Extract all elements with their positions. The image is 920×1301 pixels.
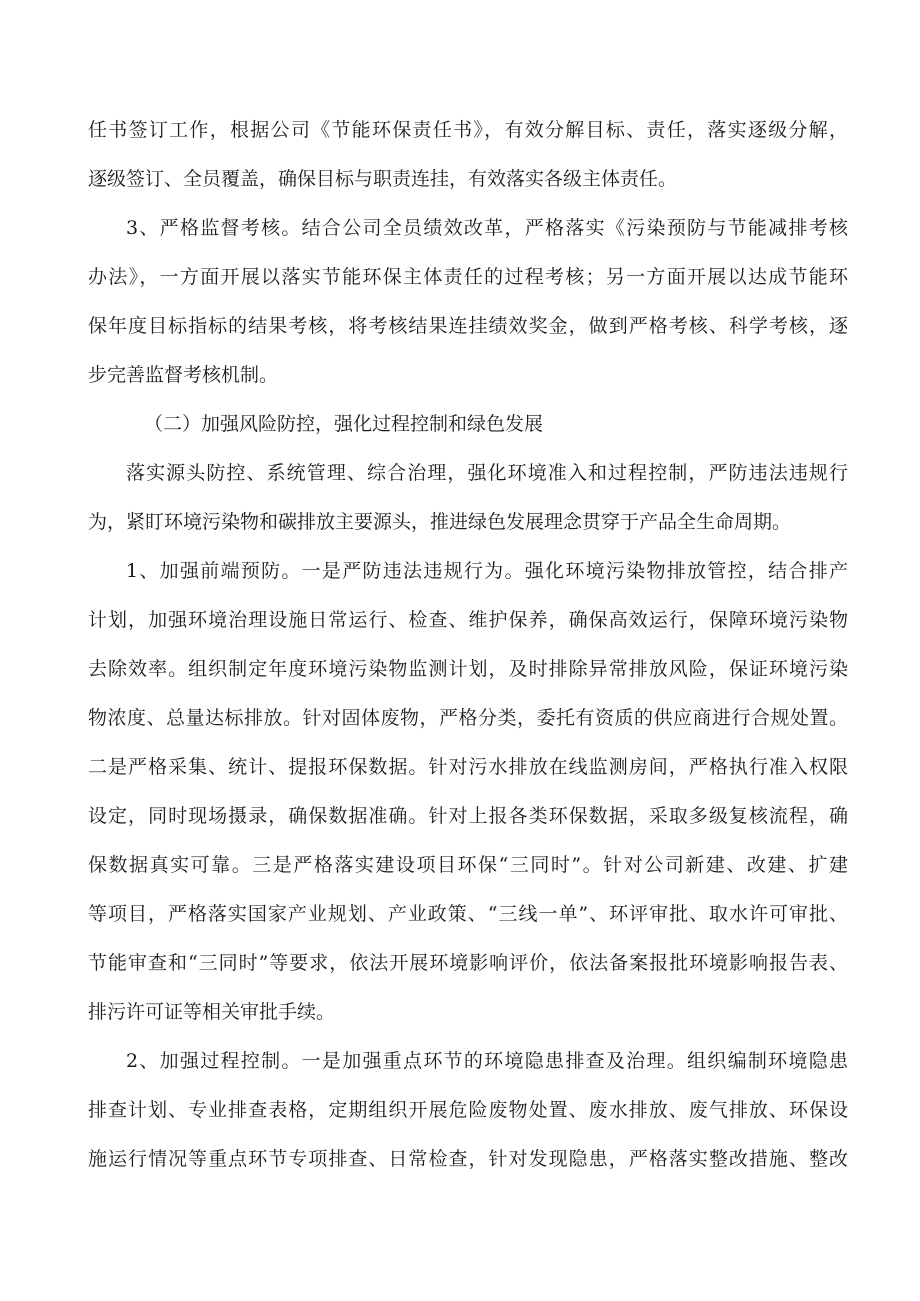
paragraph-line: 步完善监督考核机制。 — [88, 364, 279, 386]
paragraph-line: 1、加强前端预防。一是严防违法违规行为。强化环境污染物排放管控，结合排产 — [126, 560, 848, 582]
paragraph-line: 3、严格监督考核。结合公司全员绩效改革，严格落实《污染预防与节能减排考核 — [126, 217, 848, 239]
paragraph-line: 落实源头防控、系统管理、综合治理，强化环境准入和过程控制，严防违法违规行 — [126, 462, 848, 484]
paragraph-line: 排查计划、专业排查表格，定期组织开展危险废物处置、废水排放、废气排放、环保设 — [88, 1099, 848, 1121]
paragraph-line: 施运行情况等重点环节专项排查、日常检查，针对发现隐患，严格落实整改措施、整改 — [88, 1148, 848, 1170]
paragraph-line: 节能审查和“三同时”等要求，依法开展环境影响评价，依法备案报批环境影响报告表、 — [88, 952, 848, 974]
paragraph-line: 保数据真实可靠。三是严格落实建设项目环保“三同时”。针对公司新建、改建、扩建 — [88, 854, 848, 876]
paragraph-line: 任书签订工作，根据公司《节能环保责任书》，有效分解目标、责任，落实逐级分解， — [88, 119, 848, 141]
paragraph-line: 2、加强过程控制。一是加强重点环节的环境隐患排查及治理。组织编制环境隐患 — [126, 1050, 848, 1072]
paragraph-line: 二是严格采集、统计、提报环保数据。针对污水排放在线监测房间，严格执行准入权限 — [88, 756, 848, 778]
paragraph-line: 去除效率。组织制定年度环境污染物监测计划，及时排除异常排放风险，保证环境污染 — [88, 658, 848, 680]
paragraph-line: 计划，加强环境治理设施日常运行、检查、维护保养，确保高效运行，保障环境污染物 — [88, 609, 848, 631]
paragraph-line: 逐级签订、全员覆盖，确保目标与职责连挂，有效落实各级主体责任。 — [88, 168, 678, 190]
paragraph-line: 保年度目标指标的结果考核，将考核结果连挂绩效奖金，做到严格考核、科学考核，逐 — [88, 315, 848, 337]
paragraph-line: 物浓度、总量达标排放。针对固体废物，严格分类，委托有资质的供应商进行合规处置。 — [88, 707, 848, 729]
paragraph-line: 为，紧盯环境污染物和碳排放主要源头，推进绿色发展理念贯穿于产品全生命周期。 — [88, 511, 792, 533]
section-heading: （二）加强风险防控，强化过程控制和绿色发展 — [144, 413, 544, 435]
paragraph-line: 等项目，严格落实国家产业规划、产业政策、“三线一单”、环评审批、取水许可审批、 — [88, 903, 848, 925]
paragraph-line: 设定，同时现场摄录，确保数据准确。针对上报各类环保数据，采取多级复核流程，确 — [88, 805, 848, 827]
paragraph-line: 排污许可证等相关审批手续。 — [88, 1001, 336, 1023]
paragraph-line: 办法》，一方面开展以落实节能环保主体责任的过程考核；另一方面开展以达成节能环 — [88, 266, 848, 288]
